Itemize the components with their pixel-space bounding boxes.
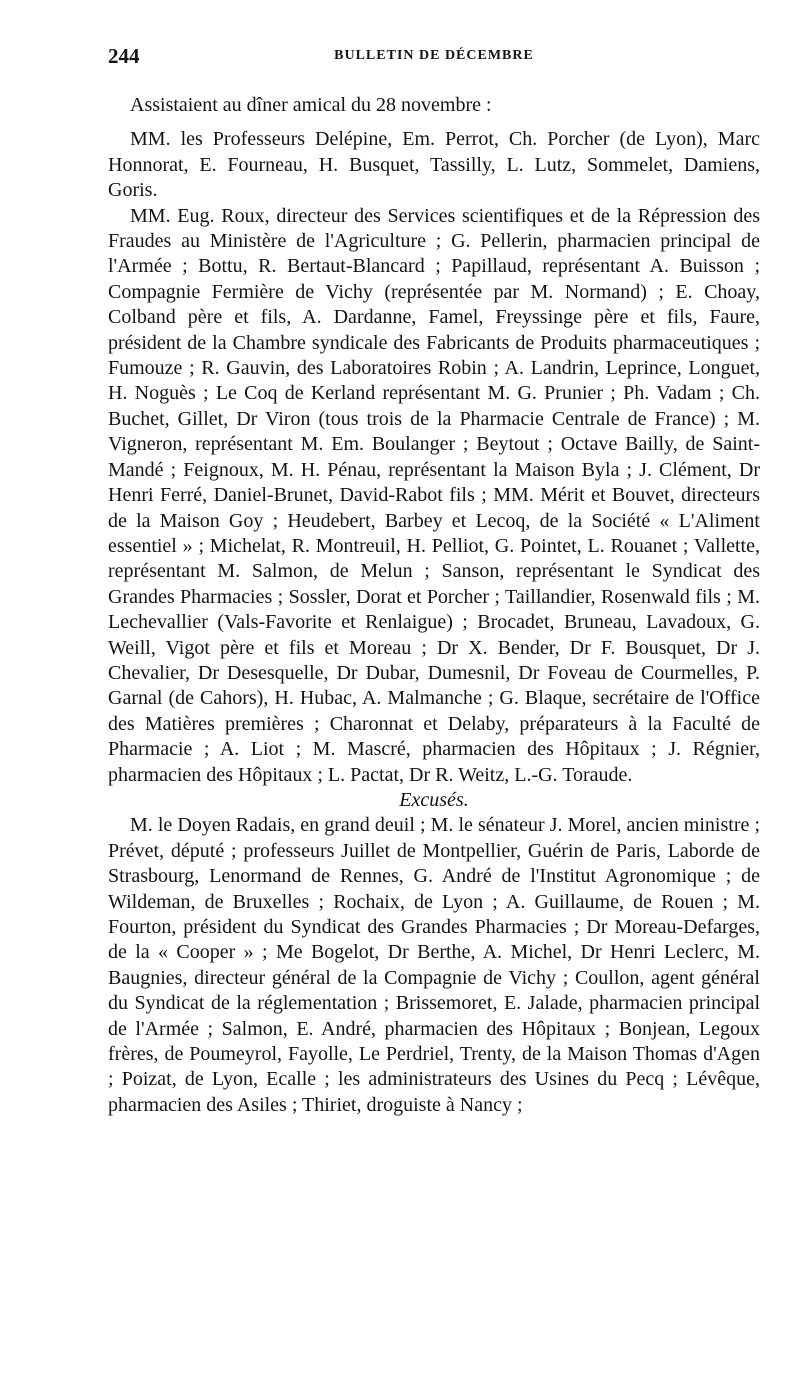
- intro-line: Assistaient au dîner amical du 28 novembre :: [130, 94, 492, 116]
- excused-heading: Excusés.: [399, 788, 469, 811]
- running-title: BULLETIN DE DÉCEMBRE: [334, 48, 534, 63]
- page-header: [108, 42, 760, 70]
- page-number: 244: [108, 44, 140, 68]
- document-body: [108, 93, 760, 1118]
- professors-paragraph: MM. les Professeurs Delépine, Em. Perrot, Ch. Porcher (de Lyon), Marc Honnorat, E. Fourneau, H. Busquet, Tassilly, L. Lutz, Sommelet, Damiens, Goris.: [108, 128, 760, 202]
- attendees-paragraph: MM. Eug. Roux, directeur des Services scientifiques et de la Répression des Fraudes au Ministère de l'Agriculture ; G. Pellerin, pharmacien principal de l'Armée ; Bottu, R. Bertaut-Blancard ; Papillaud, représentant A. Buisson ; Compagnie Fermière de Vichy (représentée par M. Normand) ; E. Choay, Colband père et fils, A. Dardanne, Famel, Freyssinge père et fils, Faure, président de la Chambre syndicale des Fabricants de Produits pharmaceutiques ; Fumouze ; R. Gauvin, des Laboratoires Robin ; A. Landrin, Leprince, Longuet, H. Noguès ; Le Coq de Kerland représentant M. G. Prunier ; Ph. Vadam ; Ch. Buchet, Gillet, Dr Viron (tous trois de la Pharmacie Centrale de France) ; M. Vigneron, représentant M. Em. Boulanger ; Beytout ; Octave Bailly, de Saint-Mandé ; Feignoux, M. H. Pénau, représentant la Maison Byla ; J. Clément, Dr Henri Ferré, Daniel-Brunet, David-Rabot fils ; MM. Mérit et Bouvet, directeurs de la Maison Goy ; Heudebert, Barbey et Lecoq, de la Société « L'Aliment essentiel » ; Michelat, R. Montreuil, H. Pelliot, G. Pointet, L. Rouanet ; Vallette, représentant M. Salmon, de Melun ; Sanson, représentant le Syndicat des Grandes Pharmacies ; Sossler, Dorat et Porcher ; Taillandier, Rosenwald fils ; M. Lechevallier (Vals-Favorite et Renlaigue) ; Brocadet, Bruneau, Lavadoux, G. Weill, Vigot père et fils et Moreau ; Dr X. Bender, Dr F. Bousquet, Dr J. Chevalier, Dr Desesquelle, Dr Dubar, Dumesnil, Dr Foveau de Courmelles, P. Garnal (de Cahors), H. Hubac, A. Malmanche ; G. Blaque, secrétaire de l'Office des Matières premières ; Charonnat et Delaby, préparateurs à la Faculté de Pharmacie ; A. Liot ; M. Mascré, pharmacien des Hôpitaux ; J. Régnier, pharmacien des Hôpitaux ; L. Pactat, Dr R. Weitz, L.-G. Toraude.: [108, 204, 760, 786]
- excused-paragraph: M. le Doyen Radais, en grand deuil ; M. le sénateur J. Morel, ancien ministre ; Prévet, député ; professeurs Juillet de Montpellier, Guérin de Paris, Laborde de Strasbourg, Lenormand de Rennes, G. André de l'Institut Agronomique ; de Wildeman, de Bruxelles ; Rochaix, de Lyon ; A. Guillaume, de Rouen ; M. Fourton, président du Syndicat des Grandes Pharmacies ; Dr Moreau-Defarges, de la « Cooper » ; Me Bogelot, Dr Berthe, A. Michel, Dr Henri Leclerc, M. Baugnies, directeur général de la Compagnie de Vichy ; Coullon, agent général du Syndicat de la réglementation ; Brissemoret, E. Jalade, pharmacien principal de l'Armée ; Salmon, E. André, pharmacien des Hôpitaux ; Bonjean, Legoux frères, de Poumeyrol, Fayolle, Le Perdriel, Trenty, de la Maison Thomas d'Agen ; Poizat, de Lyon, Ecalle ; les administrateurs des Usines du Pecq ; Lévêque, pharmacien des Asiles ; Thiriet, droguiste à Nancy ;: [108, 814, 760, 1116]
